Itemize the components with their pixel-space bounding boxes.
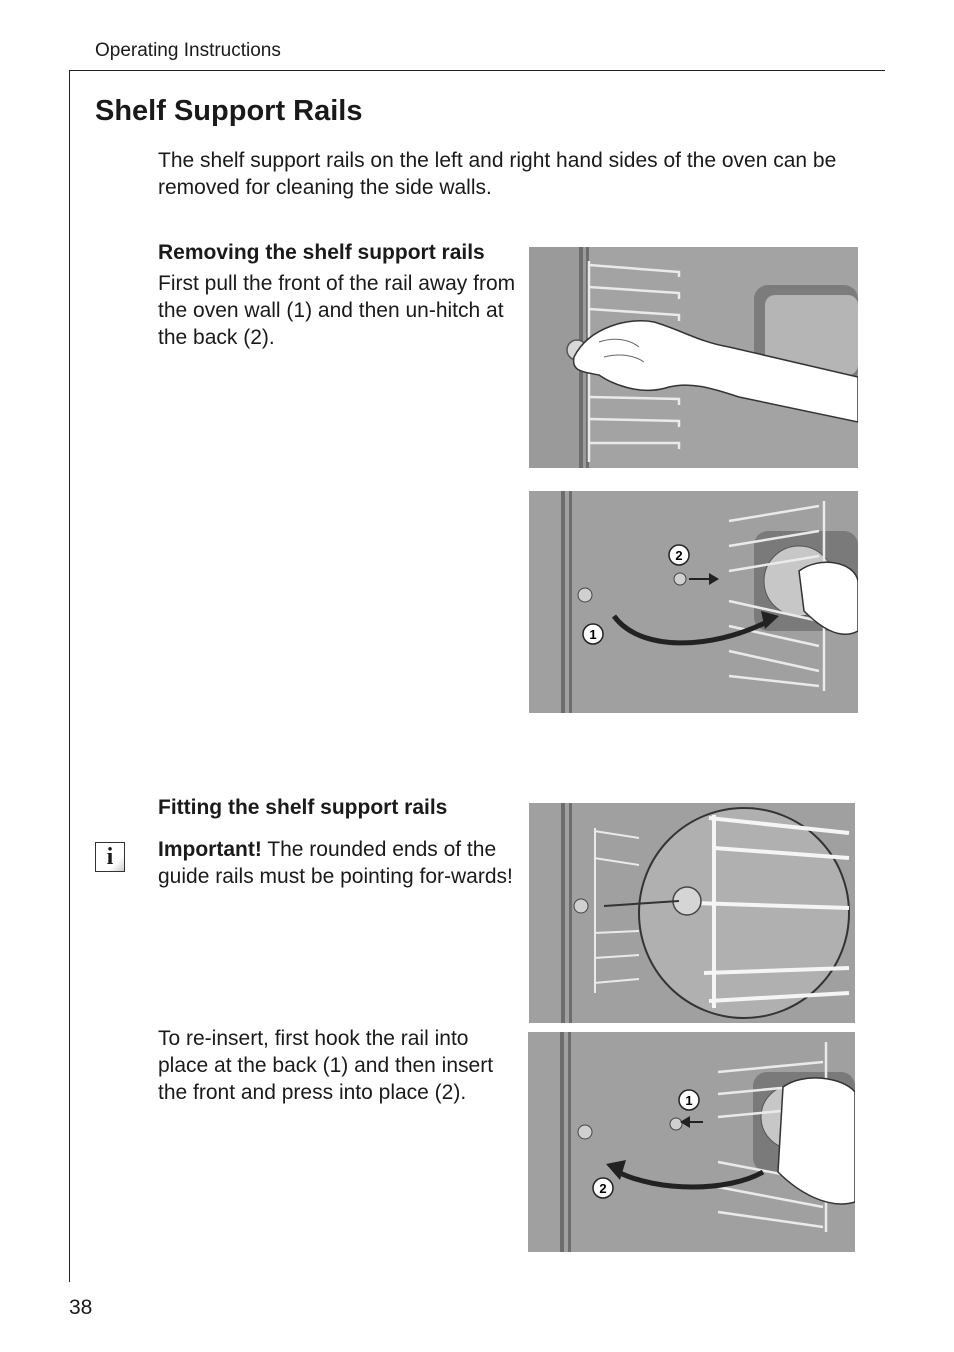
page-number: 38: [69, 1296, 93, 1319]
fitting-heading: Fitting the shelf support rails: [158, 796, 448, 819]
figure-4-callout-1-label: 1: [685, 1093, 693, 1108]
figure-reinsert-rail: [528, 1032, 855, 1252]
reinsert-text: To re-insert, first hook the rail into place at the back (1) and then insert the front and press into place (2).: [158, 1027, 494, 1104]
important-note: [158, 836, 518, 890]
important-text: The rounded ends of the guide rails must be pointing for-wards!: [158, 838, 513, 888]
header-rule: [69, 70, 885, 71]
figure-rounded-ends: [529, 803, 855, 1023]
figure-2-callout-2-label: 2: [675, 548, 683, 563]
running-header: Operating Instructions: [95, 40, 281, 61]
figure-pull-rail: [529, 247, 858, 468]
figure-unhitch-rail: [529, 491, 858, 713]
intro-paragraph: The shelf support rails on the left and right hand sides of the oven can be removed for cleaning the side walls.: [158, 149, 837, 199]
info-icon: i: [95, 842, 125, 872]
important-label: Important!: [158, 838, 262, 861]
removing-text: First pull the front of the rail away from the oven wall (1) and then un-hitch at the back (2).: [158, 272, 516, 349]
figure-2-callout-1-label: 1: [589, 627, 597, 642]
removing-heading: Removing the shelf support rails: [158, 241, 485, 264]
margin-rule: [69, 70, 70, 1282]
figure-4-callout-2-label: 2: [599, 1181, 607, 1196]
page-title: Shelf Support Rails: [95, 95, 363, 127]
